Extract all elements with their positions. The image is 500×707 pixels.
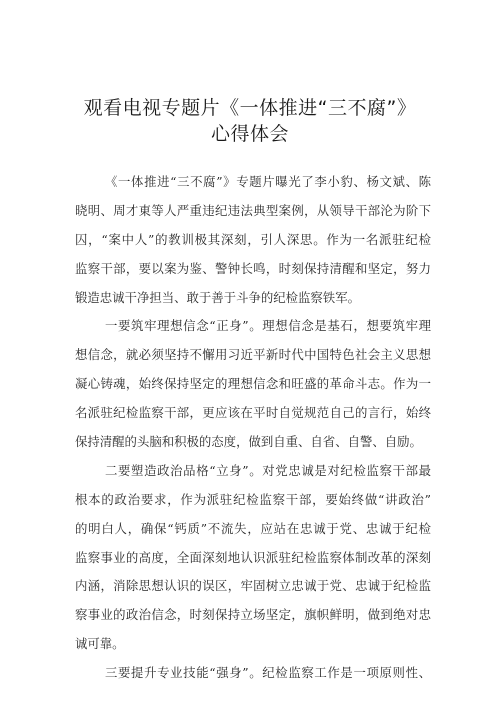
paragraph-point-two-line: 二要塑造政治品格“立身”。对党忠诚是对纪检监察干部最	[105, 462, 431, 478]
paragraph-point-three-line: 三要提升专业技能“强身”。纪检监察工作是一项原则性、	[105, 665, 431, 681]
paragraph-intro-line: 《一体推进“三不腐”》专题片曝光了李小豹、杨文斌、陈	[105, 174, 431, 189]
paragraph-point-two-line: 内涵，消除思想认识的误区，牢固树立忠诚于党、忠诚于纪检监	[75, 578, 431, 594]
paragraph-point-one-line: 保持清醒的头脑和积极的态度，做到自重、自省、自警、自励。	[75, 434, 422, 450]
document-subtitle: 心得体会	[210, 123, 289, 145]
paragraph-intro-line: 监察干部，要以案为鉴、警钟长鸣，时刻保持清醒和坚定，努力	[75, 260, 431, 276]
paragraph-point-two-line: 的明白人，确保“钙质”不流失，应站在忠诚于党、忠诚于纪检	[75, 520, 431, 536]
paragraph-point-one-line: 凝心铸魂，始终保持坚定的理想信念和旺盛的革命斗志。作为一	[75, 376, 431, 392]
paragraph-intro-line: 锻造忠诚干净担当、敢于善于斗争的纪检监察铁军。	[75, 289, 360, 305]
paragraph-point-two-line: 察事业的政治信念，时刻保持立场坚定，旗帜鲜明，做到绝对忠	[75, 607, 431, 623]
document-body	[75, 168, 431, 688]
paragraph-intro-line: 囚，“案中人”的教训极其深刻，引人深思。作为一名派驻纪检	[75, 231, 431, 247]
paragraph-point-two-line: 诚可靠。	[75, 636, 125, 652]
paragraph-point-two-line: 监察事业的高度，全面深刻地认识派驻纪检监察体制改革的深刻	[75, 549, 431, 565]
document-title: 观看电视专题片《一体推进“三不腐”》	[83, 97, 417, 119]
paragraph-point-one-line: 一要筑牢理想信念“正身”。理想信念是基石，想要筑牢理	[105, 318, 431, 334]
paragraph-point-one-line: 想信念，就必须坚持不懈用习近平新时代中国特色社会主义思想	[75, 347, 431, 363]
paragraph-intro-line: 晓明、周才東等人严重违纪违法典型案例，从领导干部沦为阶下	[75, 202, 431, 218]
paragraph-point-two-line: 根本的政治要求，作为派驻纪检监察干部，要始终做“讲政治”	[75, 491, 431, 507]
paragraph-point-one-line: 名派驻纪检监察干部，更应该在平时自觉规范自己的言行，始终	[75, 405, 431, 421]
